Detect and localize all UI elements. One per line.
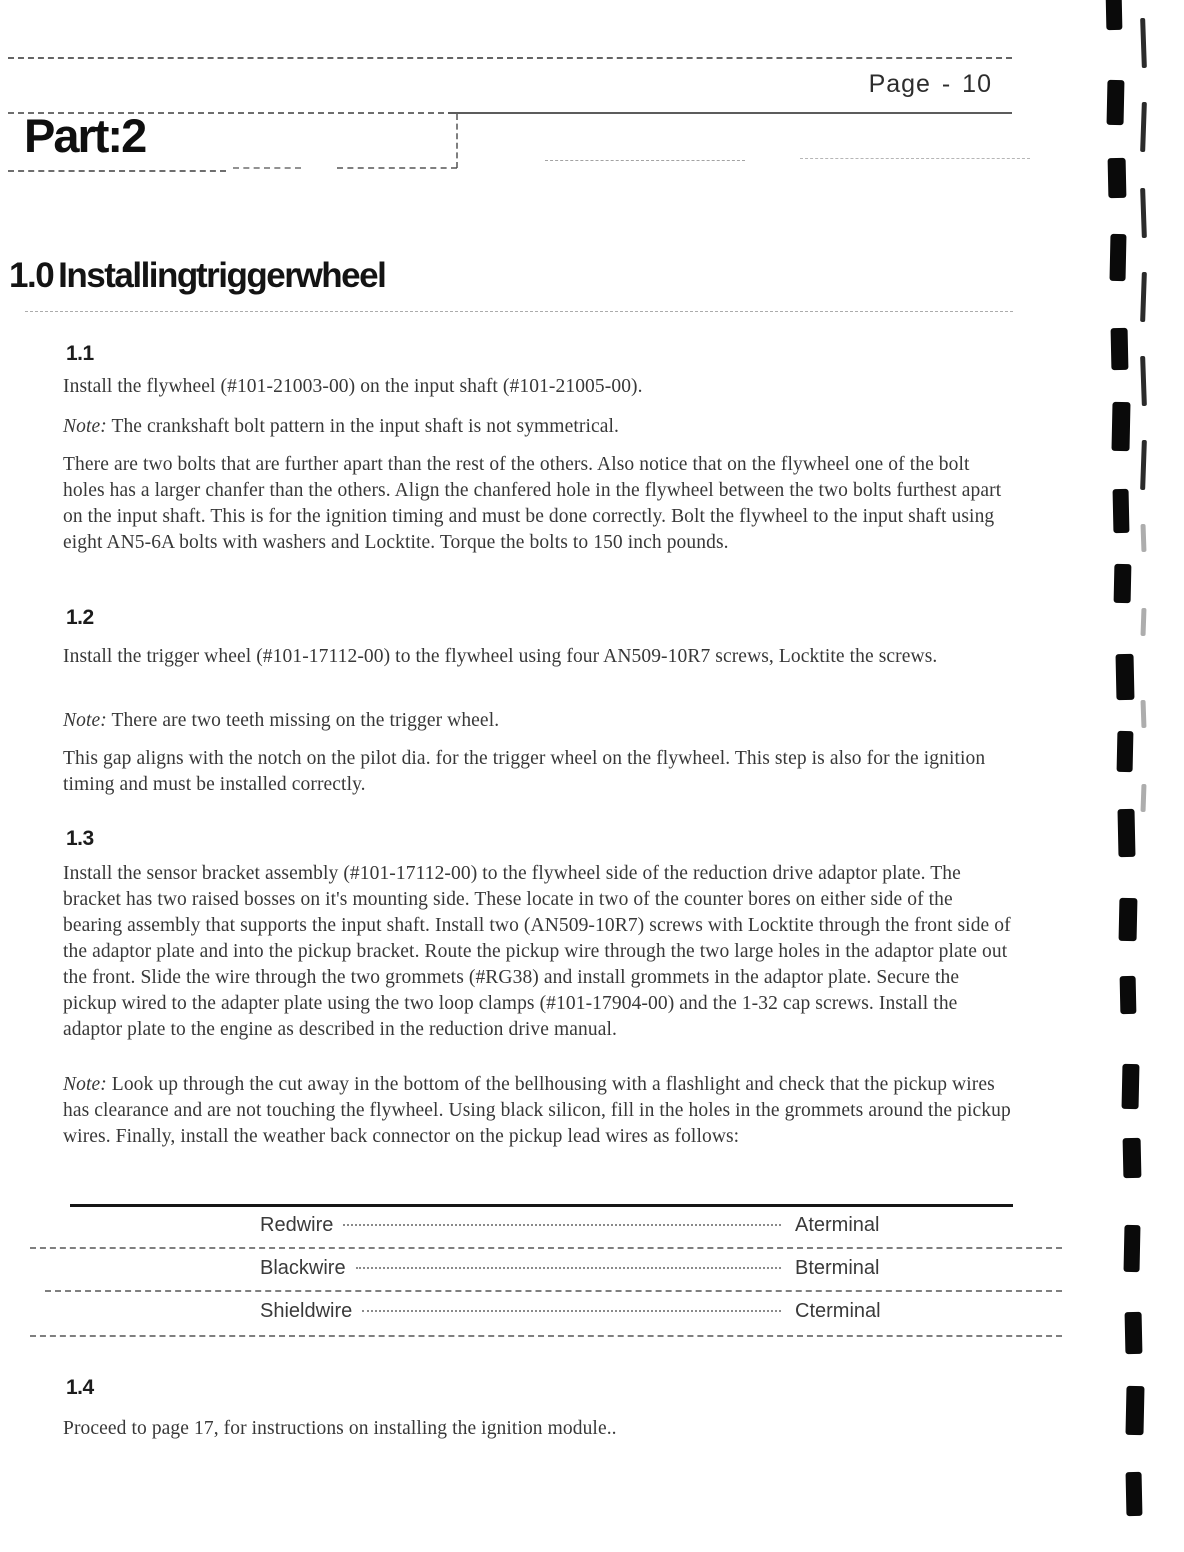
header-rule-bottom-right xyxy=(448,112,1012,114)
table-row-separator xyxy=(30,1247,1062,1249)
binding-mark xyxy=(1117,809,1135,857)
binding-mark xyxy=(1124,1225,1141,1272)
section-1-3-heading: 1.3 xyxy=(66,827,94,850)
wire-label: Redwire xyxy=(260,1214,334,1236)
binding-mark xyxy=(1110,234,1127,281)
heading-number: 1.0 xyxy=(9,256,54,295)
binding-mark xyxy=(1116,654,1135,700)
scan-dash-segment xyxy=(337,167,457,169)
paragraph: This gap aligns with the notch on the pilot dia. for the trigger wheel on the flywheel. This step is also for the ignition timing and must be installed correctly. xyxy=(63,748,986,795)
binding-mark-thin xyxy=(1140,440,1147,490)
note-paragraph xyxy=(63,708,1015,734)
page-number: Page - 10 xyxy=(868,70,992,98)
table-row-separator xyxy=(45,1290,1062,1292)
binding-mark-thin xyxy=(1141,784,1147,812)
binding-mark xyxy=(1117,731,1134,772)
paragraph: Install the sensor bracket assembly (#101-17112-00) to the flywheel side of the reduction drive adaptor plate. The bracket has two raised bosses on it's mounting side. These locate in two of the counter bores on either side of the bearing assembly that supports the input shaft. Install two (AN509-10R7) screws with Locktite through the front side of the adaptor plate and into the pickup bracket. Route the pickup wire through the two large holes in the adaptor plate out the front. Slide the wire through the two grommets (#RG38) and install grommets in the adaptor plate. Secure the pickup wired to the adapter plate using the two loop clamps (#101-17904-00) and the 1-32 cap screws. Install the adaptor plate to the engine as described in the reduction drive manual. xyxy=(63,863,1011,1040)
binding-mark xyxy=(1107,80,1125,125)
scan-dash-segment xyxy=(8,170,226,172)
scan-dash-segment xyxy=(545,160,745,161)
table-row xyxy=(70,1245,1015,1288)
dotted-leader xyxy=(356,1267,781,1269)
table-row-separator xyxy=(30,1335,1062,1337)
section-1-2-heading: 1.2 xyxy=(66,606,94,629)
section-1-0-heading xyxy=(9,256,385,296)
paragraph: There are two bolts that are further apart than the rest of the others. Also notice that on the flywheel one of the bolt holes has a larger chanfer than the others. Align the chanfered hole in the flywheel between the two bolts furthest apart on the input shaft. This is for the ignition timing and must be done correctly. Bolt the flywheel to the input shaft using eight AN5-6A bolts with washers and Locktite. Torque the bolts to 150 inch pounds. xyxy=(63,454,1002,553)
binding-mark-thin xyxy=(1140,188,1147,238)
dotted-leader xyxy=(343,1224,781,1226)
scan-dash-segment xyxy=(233,167,301,169)
note-label: Note: xyxy=(63,1074,107,1095)
note-text: Look up through the cut away in the bottom of the bellhousing with a flashlight and check that the pickup wires has clearance and are not touching the flywheel. Using black silicon, fill in the holes in the grommets around the pickup wires. Finally, install the weather back connector on the pickup lead wires as follows: xyxy=(63,1074,1011,1147)
note-paragraph xyxy=(63,414,1015,440)
binding-mark xyxy=(1111,402,1130,451)
binding-mark-thin xyxy=(1141,700,1147,728)
wire-terminal-table xyxy=(70,1202,1015,1331)
binding-mark xyxy=(1119,898,1138,941)
binding-mark xyxy=(1113,489,1130,533)
paragraph: Install the trigger wheel (#101-17112-00) to the flywheel using four AN509-10R7 screws, Locktite the screws. xyxy=(63,646,938,667)
paragraph: Proceed to page 17, for instructions on installing the ignition module.. xyxy=(63,1418,617,1439)
heading-underline xyxy=(25,311,1013,312)
note-text: There are two teeth missing on the trigger wheel. xyxy=(106,710,500,731)
note-label: Note: xyxy=(63,416,107,437)
note-label: Note: xyxy=(63,710,107,731)
wire-label: Shieldwire xyxy=(260,1300,353,1322)
terminal-label: Bterminal xyxy=(795,1257,880,1279)
binding-mark xyxy=(1123,1138,1142,1178)
terminal-label: Cterminal xyxy=(795,1300,881,1322)
paragraph: Install the flywheel (#101-21003-00) on the input shaft (#101-21005-00). xyxy=(63,376,643,397)
binding-mark xyxy=(1114,564,1132,603)
heading-title: Installing trigger wheel xyxy=(58,256,386,295)
binding-mark xyxy=(1108,158,1127,198)
binding-mark-thin xyxy=(1140,272,1147,322)
binding-mark-thin xyxy=(1141,524,1147,552)
binding-mark xyxy=(1125,1386,1144,1435)
header-rule-top xyxy=(8,57,1012,59)
binding-mark xyxy=(1125,1312,1143,1354)
terminal-label: Aterminal xyxy=(795,1214,880,1236)
binding-mark xyxy=(1106,0,1123,30)
note-paragraph xyxy=(63,1072,1015,1150)
section-1-4-heading: 1.4 xyxy=(66,1376,94,1399)
binding-mark xyxy=(1111,328,1129,370)
binding-mark-thin xyxy=(1140,356,1147,406)
binding-mark xyxy=(1120,976,1137,1014)
scan-dash-vertical xyxy=(456,114,458,168)
binding-mark-thin xyxy=(1140,18,1147,68)
binding-mark xyxy=(1122,1064,1140,1109)
section-1-1-heading: 1.1 xyxy=(66,342,94,365)
table-row xyxy=(70,1202,1015,1245)
wire-label: Blackwire xyxy=(260,1257,346,1279)
note-text: The crankshaft bolt pattern in the input shaft is not symmetrical. xyxy=(106,416,619,437)
binding-mark-thin xyxy=(1140,102,1147,152)
scan-dash-segment xyxy=(800,158,1030,159)
part-title: Part:2 xyxy=(24,109,146,162)
dotted-leader xyxy=(362,1310,781,1312)
binding-mark-thin xyxy=(1141,608,1147,636)
table-row xyxy=(70,1288,1015,1331)
binding-mark xyxy=(1126,1472,1143,1516)
